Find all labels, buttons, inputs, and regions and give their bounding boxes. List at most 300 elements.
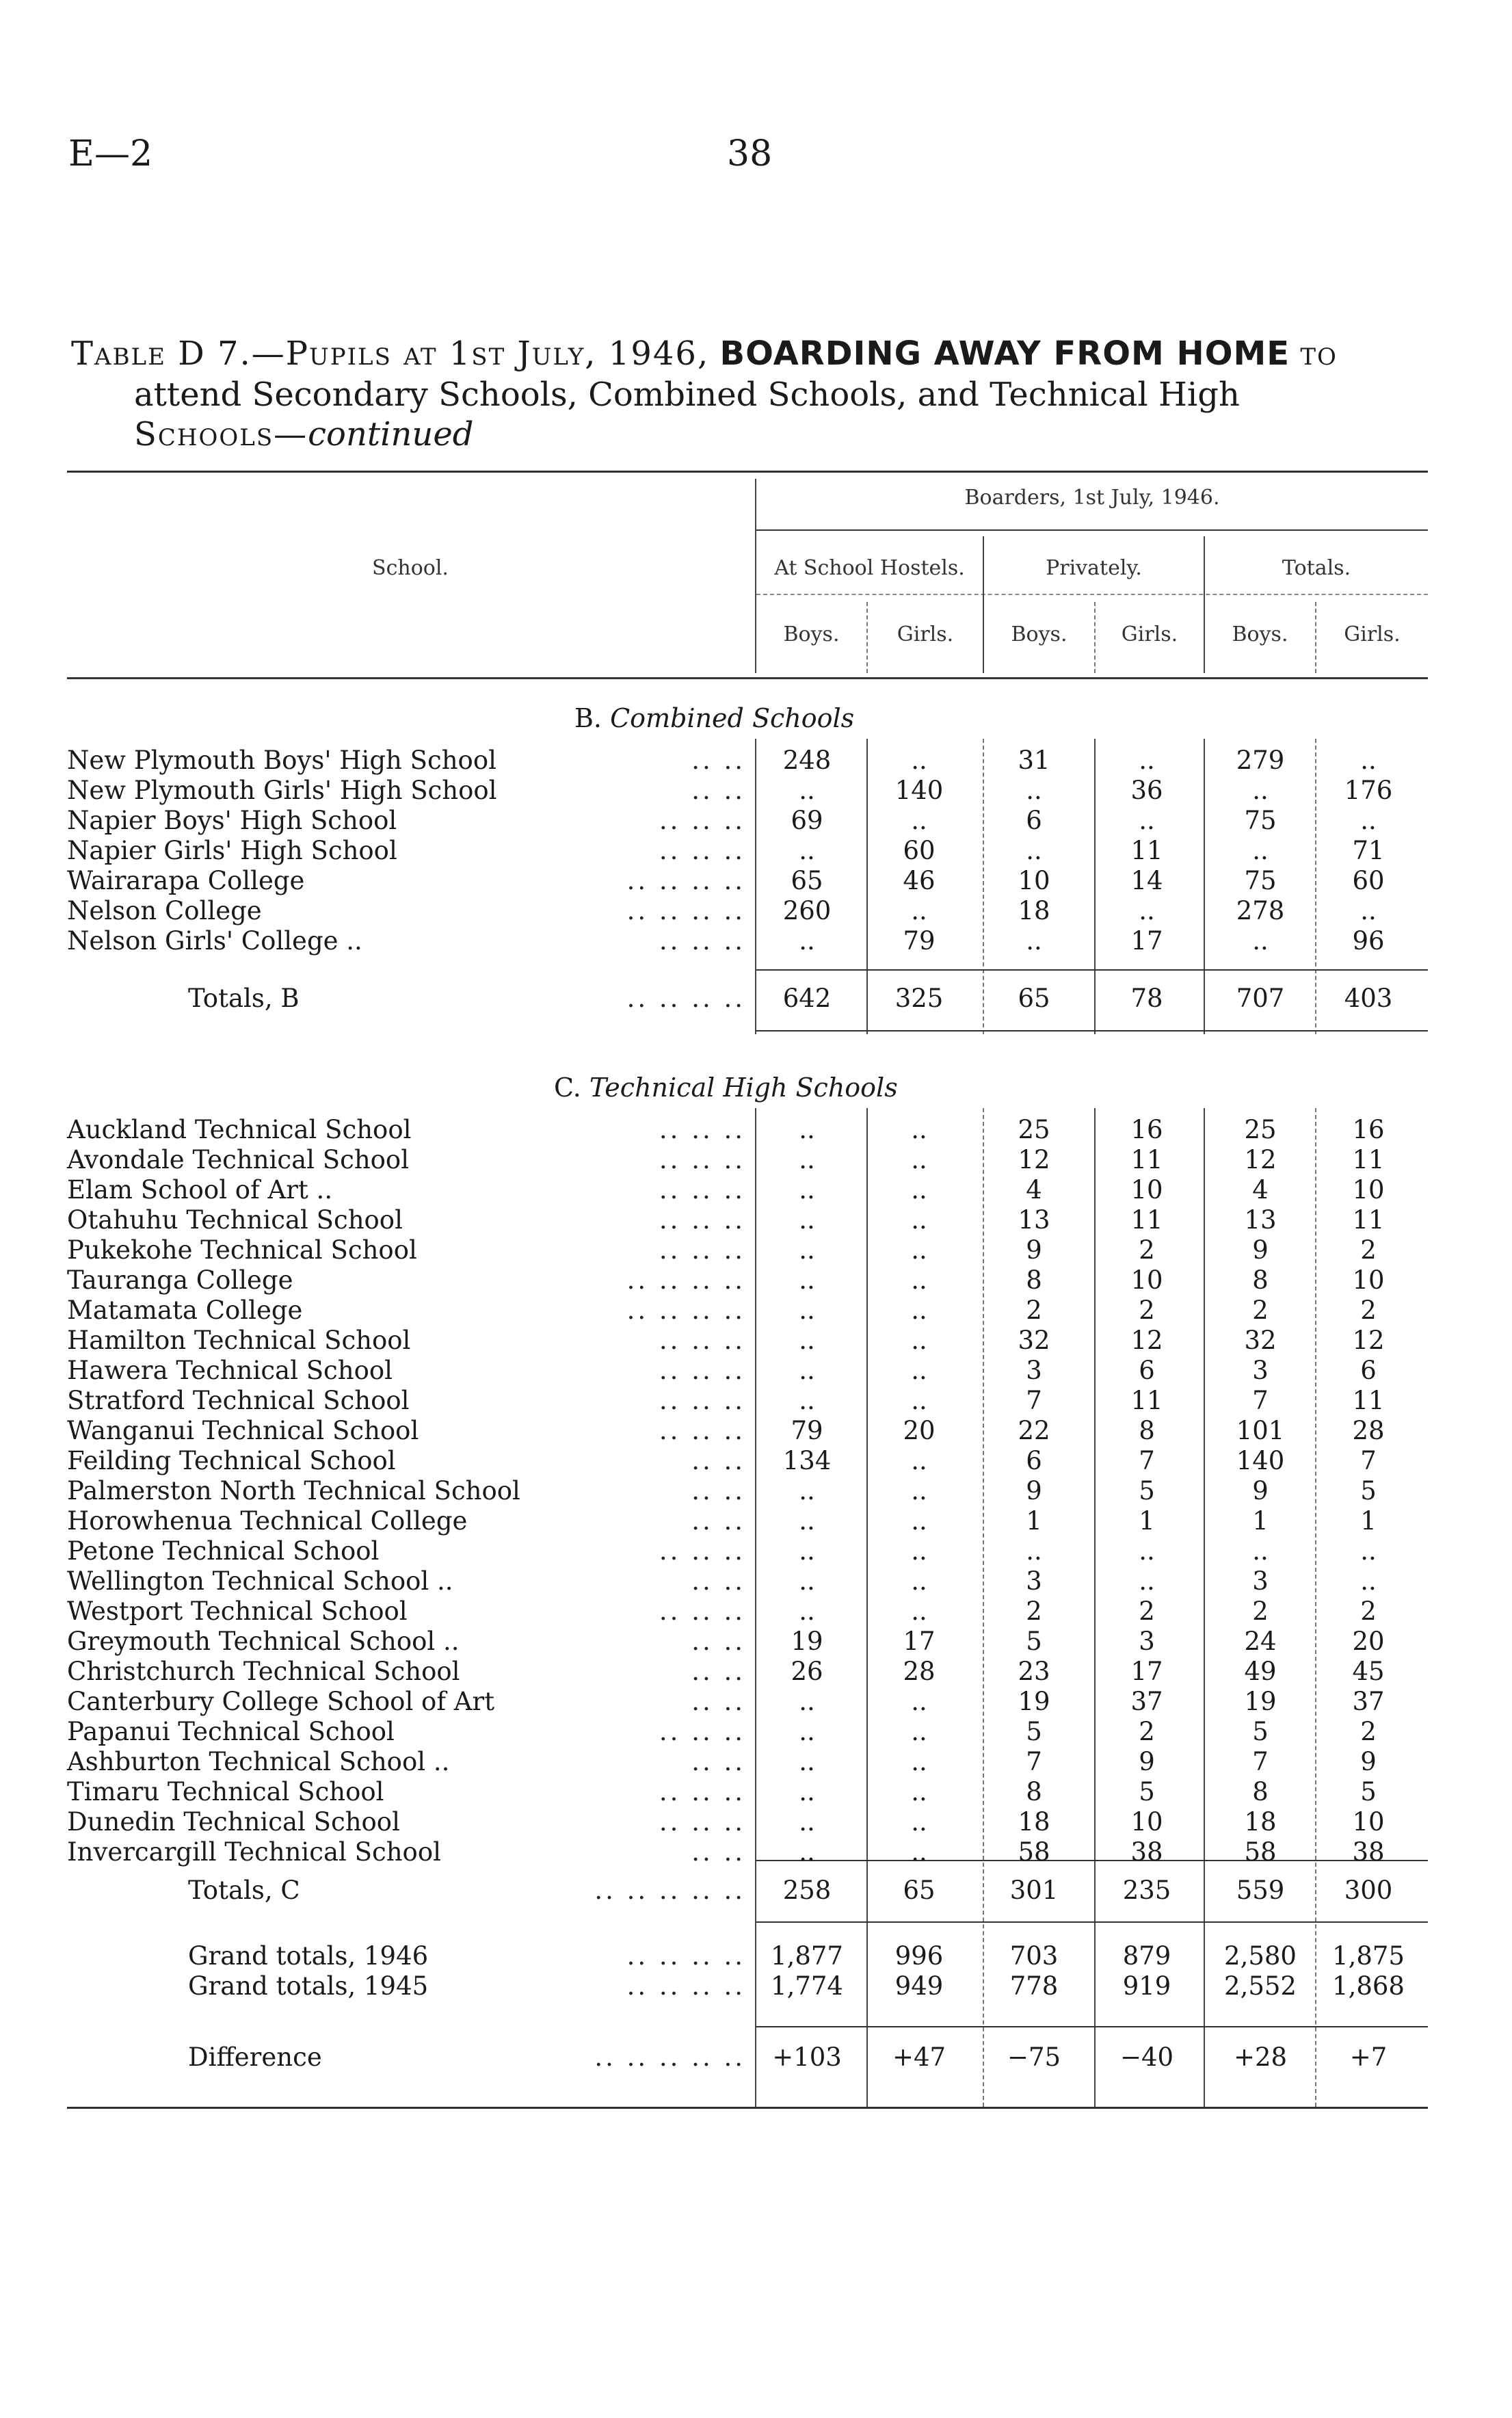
table-row <box>0 926 1512 956</box>
value-private-boys: 4 <box>1026 1175 1042 1205</box>
page-reference: E—2 <box>68 133 153 174</box>
value-private-girls: 6 <box>1139 1356 1155 1385</box>
title-continued: continued <box>308 415 474 454</box>
value-hostel-girls: 46 <box>903 866 936 895</box>
value-private-girls: 10 <box>1130 1265 1163 1295</box>
value-totals-girls: 6 <box>1360 1356 1377 1385</box>
page-number: 38 <box>727 133 773 174</box>
value-totals-girls: 300 <box>1344 1876 1393 1905</box>
table-row <box>0 1717 1512 1747</box>
value-totals-girls: 16 <box>1352 1115 1385 1144</box>
value-hostel-girls: .. <box>911 1717 927 1746</box>
leader-dots: .. .. .. .. <box>626 1971 745 2001</box>
value-hostel-girls: .. <box>911 1687 927 1716</box>
value-totals-girls: 11 <box>1352 1205 1385 1235</box>
value-private-girls: 10 <box>1130 1807 1163 1837</box>
value-totals-girls: 2 <box>1360 1717 1377 1746</box>
leader-dots: .. .. .. <box>659 1145 745 1174</box>
value-private-girls: .. <box>1139 896 1155 925</box>
school-name: Invercargill Technical School <box>67 1837 441 1867</box>
table-row <box>0 1235 1512 1265</box>
group-privately-header: Privately. <box>1046 556 1142 580</box>
value-hostel-girls: 325 <box>894 984 944 1013</box>
value-hostel-girls: .. <box>911 896 927 925</box>
value-private-girls: .. <box>1139 1536 1155 1566</box>
value-totals-boys: 2,580 <box>1224 1941 1297 1971</box>
value-private-boys: .. <box>1026 776 1042 805</box>
value-totals-boys: 101 <box>1236 1416 1285 1445</box>
table-title-line-3 <box>134 415 1502 454</box>
table-row <box>0 1386 1512 1416</box>
value-totals-boys: .. <box>1252 836 1269 865</box>
table-row <box>0 1566 1512 1596</box>
value-hostel-boys: .. <box>799 1687 815 1716</box>
value-private-boys: 13 <box>1018 1205 1050 1235</box>
leader-dots: .. .. <box>691 1566 745 1596</box>
value-hostel-boys: .. <box>799 1326 815 1355</box>
school-name: Dunedin Technical School <box>67 1807 400 1837</box>
leader-dots: .. .. .. .. .. <box>594 1876 745 1905</box>
value-hostel-girls: .. <box>911 746 927 775</box>
value-hostel-boys: 134 <box>782 1446 832 1475</box>
grand-totals-1946-row <box>0 1941 1512 1971</box>
value-hostel-boys: .. <box>799 1747 815 1776</box>
value-totals-boys: 7 <box>1252 1386 1269 1415</box>
value-private-girls: 3 <box>1139 1627 1155 1656</box>
value-hostel-boys: 1,877 <box>771 1941 843 1971</box>
leader-dots: .. .. <box>691 1476 745 1506</box>
header-bottom-rule <box>67 677 1428 679</box>
table-row <box>0 776 1512 806</box>
value-totals-boys: .. <box>1252 776 1269 805</box>
school-name: New Plymouth Girls' High School <box>67 776 497 805</box>
value-totals-girls: 2 <box>1360 1596 1377 1626</box>
school-name: Matamata College <box>67 1296 303 1325</box>
school-name: Totals, C <box>188 1876 300 1905</box>
value-hostel-girls: .. <box>911 1115 927 1144</box>
leader-dots: .. .. <box>691 1657 745 1686</box>
section-b-letter: B. <box>574 703 602 733</box>
value-private-girls: .. <box>1139 1566 1155 1596</box>
value-private-girls: 17 <box>1130 926 1163 956</box>
value-totals-girls: 5 <box>1360 1777 1377 1806</box>
value-hostel-girls: .. <box>911 1446 927 1475</box>
value-totals-boys: 8 <box>1252 1777 1269 1806</box>
value-private-boys: 7 <box>1026 1386 1042 1415</box>
value-hostel-boys: .. <box>799 1476 815 1506</box>
title-suffix: to <box>1300 334 1338 373</box>
value-private-girls: 38 <box>1130 1837 1163 1867</box>
value-totals-boys: .. <box>1252 1536 1269 1566</box>
value-hostel-boys: .. <box>799 1506 815 1536</box>
value-private-boys: 3 <box>1026 1566 1042 1596</box>
value-hostel-girls: .. <box>911 1235 927 1265</box>
table-row <box>0 1506 1512 1536</box>
leader-dots: .. .. .. .. .. <box>594 2042 745 2072</box>
leader-dots: .. .. .. <box>659 1386 745 1415</box>
value-totals-girls: 1 <box>1360 1506 1377 1536</box>
value-totals-boys: 75 <box>1244 806 1277 835</box>
school-name: Hawera Technical School <box>67 1356 393 1385</box>
group-totals-header: Totals. <box>1282 556 1351 580</box>
table-row <box>0 1416 1512 1446</box>
leader-dots: .. .. <box>691 1837 745 1867</box>
value-hostel-boys: .. <box>799 1596 815 1626</box>
value-private-girls: 10 <box>1130 1175 1163 1205</box>
school-name: Horowhenua Technical College <box>67 1506 468 1536</box>
value-totals-boys: 58 <box>1244 1837 1277 1867</box>
value-totals-girls: 11 <box>1352 1145 1385 1174</box>
value-hostel-boys: .. <box>799 1205 815 1235</box>
value-totals-boys: +28 <box>1233 2042 1288 2072</box>
value-hostel-boys: .. <box>799 926 815 956</box>
value-totals-boys: 12 <box>1244 1145 1277 1174</box>
value-totals-boys: 278 <box>1236 896 1285 925</box>
value-private-boys: 6 <box>1026 806 1042 835</box>
table-row <box>0 1296 1512 1326</box>
table-row <box>0 1356 1512 1386</box>
value-hostel-girls: 140 <box>894 776 944 805</box>
value-hostel-boys: .. <box>799 1296 815 1325</box>
school-name: Nelson College <box>67 896 262 925</box>
table-row <box>0 1627 1512 1657</box>
value-hostel-boys: 260 <box>782 896 832 925</box>
value-totals-girls: 10 <box>1352 1265 1385 1295</box>
table-row <box>0 1326 1512 1356</box>
school-name: Grand totals, 1946 <box>188 1941 429 1971</box>
sec-c-totals-bottom-rule <box>756 1921 1428 1923</box>
value-totals-boys: 4 <box>1252 1175 1269 1205</box>
value-hostel-boys: .. <box>799 1717 815 1746</box>
leader-dots: .. .. .. <box>659 1717 745 1746</box>
value-totals-girls: 7 <box>1360 1446 1377 1475</box>
subcol-private-boys: Boys. <box>1011 622 1067 646</box>
value-totals-boys: 19 <box>1244 1687 1277 1716</box>
value-private-girls: 37 <box>1130 1687 1163 1716</box>
value-totals-boys: 32 <box>1244 1326 1277 1355</box>
value-private-girls: 5 <box>1139 1476 1155 1506</box>
leader-dots: .. .. <box>691 776 745 805</box>
value-hostel-girls: .. <box>911 1837 927 1867</box>
subcol-hostel-boys: Boys. <box>783 622 840 646</box>
leader-dots: .. .. .. <box>659 1416 745 1445</box>
value-private-boys: 8 <box>1026 1265 1042 1295</box>
value-hostel-boys: 26 <box>791 1657 823 1686</box>
table-row <box>0 836 1512 866</box>
leader-dots: .. .. .. .. <box>626 1296 745 1325</box>
school-name: Hamilton Technical School <box>67 1326 411 1355</box>
value-totals-boys: 3 <box>1252 1356 1269 1385</box>
section-c-letter: C. <box>554 1073 581 1103</box>
value-totals-girls: .. <box>1360 1536 1377 1566</box>
value-private-boys: 5 <box>1026 1627 1042 1656</box>
table-row <box>0 746 1512 776</box>
value-hostel-boys: 258 <box>782 1876 832 1905</box>
leader-dots: .. .. .. <box>659 1326 745 1355</box>
school-name: Auckland Technical School <box>67 1115 412 1144</box>
title-line3-prefix: Schools— <box>134 415 308 454</box>
value-totals-boys: 9 <box>1252 1476 1269 1506</box>
value-totals-girls: 28 <box>1352 1416 1385 1445</box>
leader-dots: .. .. .. <box>659 1205 745 1235</box>
value-totals-girls: 5 <box>1360 1476 1377 1506</box>
value-private-girls: 11 <box>1130 1386 1163 1415</box>
grand-totals-1945-row <box>0 1971 1512 2001</box>
value-hostel-girls: .. <box>911 1205 927 1235</box>
value-hostel-boys: .. <box>799 1807 815 1837</box>
leader-dots: .. .. .. .. <box>626 984 745 1013</box>
value-totals-girls: 1,868 <box>1332 1971 1405 2001</box>
value-private-boys: 9 <box>1026 1476 1042 1506</box>
value-totals-girls: 71 <box>1352 836 1385 865</box>
school-name: Totals, B <box>188 984 300 1013</box>
table-row <box>0 806 1512 836</box>
value-private-boys: 301 <box>1009 1876 1059 1905</box>
school-column-header: School. <box>372 556 449 580</box>
table-row <box>0 1446 1512 1476</box>
group-rule <box>756 594 1428 595</box>
school-name: Tauranga College <box>67 1265 293 1295</box>
value-private-girls: 14 <box>1130 866 1163 895</box>
value-totals-boys: 559 <box>1236 1876 1285 1905</box>
value-private-boys: 31 <box>1018 746 1050 775</box>
school-name: Timaru Technical School <box>67 1777 384 1806</box>
value-hostel-boys: .. <box>799 1175 815 1205</box>
title-prefix: Table D 7.—Pupils at 1st July, 1946, <box>71 334 710 373</box>
value-private-boys: 18 <box>1018 896 1050 925</box>
table-row <box>0 1807 1512 1837</box>
value-private-girls: 919 <box>1122 1971 1171 2001</box>
school-name: Nelson Girls' College .. <box>67 926 362 956</box>
value-totals-boys: .. <box>1252 926 1269 956</box>
value-totals-girls: 37 <box>1352 1687 1385 1716</box>
leader-dots: .. .. <box>691 1747 745 1776</box>
leader-dots: .. .. .. <box>659 1235 745 1265</box>
value-totals-boys: 75 <box>1244 866 1277 895</box>
value-private-girls: 12 <box>1130 1326 1163 1355</box>
value-totals-girls: 403 <box>1344 984 1393 1013</box>
leader-dots: .. .. .. <box>659 1356 745 1385</box>
value-hostel-girls: 20 <box>903 1416 936 1445</box>
value-hostel-boys: 19 <box>791 1627 823 1656</box>
value-hostel-girls: 65 <box>903 1876 936 1905</box>
value-private-boys: .. <box>1026 836 1042 865</box>
value-hostel-boys: 1,774 <box>771 1971 843 2001</box>
value-totals-boys: 3 <box>1252 1566 1269 1596</box>
value-hostel-boys: .. <box>799 1265 815 1295</box>
value-hostel-girls: .. <box>911 1476 927 1506</box>
value-hostel-girls: 949 <box>894 1971 944 2001</box>
value-private-boys: 10 <box>1018 866 1050 895</box>
value-hostel-girls: .. <box>911 1326 927 1355</box>
value-totals-girls: 1,875 <box>1332 1941 1405 1971</box>
value-private-boys: 3 <box>1026 1356 1042 1385</box>
value-private-boys: 5 <box>1026 1717 1042 1746</box>
value-totals-girls: 176 <box>1344 776 1393 805</box>
table-bottom-rule <box>67 2107 1428 2109</box>
value-hostel-girls: 28 <box>903 1657 936 1686</box>
table-row <box>0 1145 1512 1175</box>
boarders-rule <box>756 529 1428 531</box>
value-private-boys: .. <box>1026 1536 1042 1566</box>
school-name: New Plymouth Boys' High School <box>67 746 496 775</box>
value-totals-boys: 2 <box>1252 1596 1269 1626</box>
value-totals-girls: 96 <box>1352 926 1385 956</box>
value-hostel-girls: +47 <box>892 2042 946 2072</box>
value-private-girls: 5 <box>1139 1777 1155 1806</box>
section-b-title: Combined Schools <box>610 703 855 733</box>
value-private-girls: .. <box>1139 746 1155 775</box>
table-row <box>0 866 1512 896</box>
value-hostel-girls: .. <box>911 1356 927 1385</box>
value-totals-girls: 60 <box>1352 866 1385 895</box>
leader-dots: .. .. .. <box>659 1596 745 1626</box>
value-hostel-boys: .. <box>799 1777 815 1806</box>
school-name: Petone Technical School <box>67 1536 380 1566</box>
school-name: Westport Technical School <box>67 1596 408 1626</box>
value-hostel-girls: 17 <box>903 1627 936 1656</box>
value-hostel-boys: 642 <box>782 984 832 1013</box>
value-private-girls: 2 <box>1139 1235 1155 1265</box>
value-totals-girls: 11 <box>1352 1386 1385 1415</box>
value-private-girls: 2 <box>1139 1717 1155 1746</box>
value-totals-boys: 24 <box>1244 1627 1277 1656</box>
value-private-boys: 32 <box>1018 1326 1050 1355</box>
table-row <box>0 1476 1512 1506</box>
value-hostel-girls: 60 <box>903 836 936 865</box>
value-private-girls: .. <box>1139 806 1155 835</box>
section-c-heading <box>554 1073 898 1103</box>
value-private-boys: 2 <box>1026 1596 1042 1626</box>
value-totals-boys: 279 <box>1236 746 1285 775</box>
leader-dots: .. .. .. <box>659 1536 745 1566</box>
leader-dots: .. .. <box>691 1627 745 1656</box>
school-name: Otahuhu Technical School <box>67 1205 403 1235</box>
boarders-header: Boarders, 1st July, 1946. <box>964 486 1220 510</box>
table-row <box>0 1265 1512 1296</box>
value-hostel-girls: 996 <box>894 1941 944 1971</box>
value-hostel-boys: .. <box>799 1566 815 1596</box>
value-private-boys: 25 <box>1018 1115 1050 1144</box>
value-hostel-girls: .. <box>911 1145 927 1174</box>
value-private-boys: 1 <box>1026 1506 1042 1536</box>
table-row <box>0 1747 1512 1777</box>
table-row <box>0 1657 1512 1687</box>
school-name: Wairarapa College <box>67 866 305 895</box>
value-totals-girls: +7 <box>1349 2042 1388 2072</box>
value-hostel-boys: 248 <box>782 746 832 775</box>
value-totals-boys: 707 <box>1236 984 1285 1013</box>
table-row <box>0 1596 1512 1627</box>
value-hostel-boys: .. <box>799 1386 815 1415</box>
school-name: Wellington Technical School .. <box>67 1566 453 1596</box>
value-hostel-girls: .. <box>911 1536 927 1566</box>
value-private-boys: 18 <box>1018 1807 1050 1837</box>
value-totals-boys: 13 <box>1244 1205 1277 1235</box>
subcol-totals-boys: Boys. <box>1232 622 1288 646</box>
school-name: Palmerston North Technical School <box>67 1476 520 1506</box>
value-hostel-boys: .. <box>799 1356 815 1385</box>
value-private-girls: 8 <box>1139 1416 1155 1445</box>
value-hostel-girls: .. <box>911 1777 927 1806</box>
title-bold: BOARDING AWAY FROM HOME <box>719 334 1290 373</box>
value-private-boys: 778 <box>1009 1971 1059 2001</box>
school-name: Greymouth Technical School .. <box>67 1627 460 1656</box>
value-private-girls: 11 <box>1130 836 1163 865</box>
value-private-boys: −75 <box>1007 2042 1061 2072</box>
leader-dots: .. .. .. <box>659 1777 745 1806</box>
value-totals-girls: .. <box>1360 746 1377 775</box>
value-totals-girls: .. <box>1360 806 1377 835</box>
table-row <box>0 1687 1512 1717</box>
school-name: Feilding Technical School <box>67 1446 396 1475</box>
table-row <box>0 896 1512 926</box>
table-row <box>0 1777 1512 1807</box>
totals-row-b <box>0 984 1512 1014</box>
school-name: Christchurch Technical School <box>67 1657 460 1686</box>
sec-b-totals-rule <box>756 969 1428 971</box>
school-name: Napier Boys' High School <box>67 806 397 835</box>
value-totals-boys: 49 <box>1244 1657 1277 1686</box>
table-row <box>0 1115 1512 1145</box>
value-private-girls: 2 <box>1139 1596 1155 1626</box>
school-name: Ashburton Technical School .. <box>67 1747 450 1776</box>
totals-row-c <box>0 1876 1512 1906</box>
value-private-boys: 58 <box>1018 1837 1050 1867</box>
section-c-title: Technical High Schools <box>589 1073 898 1103</box>
value-private-boys: 23 <box>1018 1657 1050 1686</box>
value-private-boys: 12 <box>1018 1145 1050 1174</box>
value-private-boys: 22 <box>1018 1416 1050 1445</box>
value-totals-boys: 7 <box>1252 1747 1269 1776</box>
leader-dots: .. .. .. .. <box>626 1941 745 1971</box>
value-totals-boys: 18 <box>1244 1807 1277 1837</box>
value-totals-girls: 20 <box>1352 1627 1385 1656</box>
value-private-boys: 6 <box>1026 1446 1042 1475</box>
school-name: Pukekohe Technical School <box>67 1235 417 1265</box>
value-hostel-boys: +103 <box>772 2042 842 2072</box>
leader-dots: .. .. .. <box>659 806 745 835</box>
value-private-boys: 2 <box>1026 1296 1042 1325</box>
group-hostels-header: At School Hostels. <box>774 556 965 580</box>
value-hostel-girls: .. <box>911 1596 927 1626</box>
leader-dots: .. .. .. .. <box>626 896 745 925</box>
value-hostel-boys: .. <box>799 836 815 865</box>
leader-dots: .. .. .. .. <box>626 1265 745 1295</box>
value-private-boys: 9 <box>1026 1235 1042 1265</box>
value-hostel-boys: 65 <box>791 866 823 895</box>
value-totals-girls: 12 <box>1352 1326 1385 1355</box>
leader-dots: .. .. .. <box>659 926 745 956</box>
value-totals-girls: .. <box>1360 1566 1377 1596</box>
value-hostel-girls: .. <box>911 1566 927 1596</box>
subcol-totals-girls: Girls. <box>1344 622 1401 646</box>
leader-dots: .. .. <box>691 1446 745 1475</box>
school-name: Avondale Technical School <box>67 1145 410 1174</box>
school-name: Napier Girls' High School <box>67 836 397 865</box>
value-private-girls: 9 <box>1139 1747 1155 1776</box>
school-name: Wanganui Technical School <box>67 1416 419 1445</box>
value-private-girls: 1 <box>1139 1506 1155 1536</box>
value-hostel-boys: .. <box>799 1145 815 1174</box>
value-hostel-boys: 79 <box>791 1416 823 1445</box>
leader-dots: .. .. .. .. <box>626 866 745 895</box>
table-row <box>0 1175 1512 1205</box>
value-hostel-girls: .. <box>911 1747 927 1776</box>
leader-dots: .. .. .. <box>659 1115 745 1144</box>
value-totals-boys: 2,552 <box>1224 1971 1297 2001</box>
value-private-girls: 7 <box>1139 1446 1155 1475</box>
